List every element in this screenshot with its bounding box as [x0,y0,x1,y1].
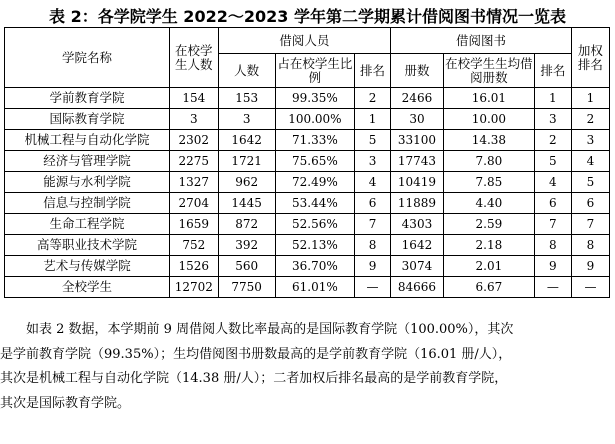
cell-ratio: 99.35% [275,88,354,109]
cell-books: 4303 [391,214,444,235]
cell-students: 752 [169,235,218,256]
cell-wrank: 9 [571,256,609,277]
cell-ratio: 36.70% [275,256,354,277]
cell-count: 1642 [218,130,275,151]
cell-college: 能源与水利学院 [5,172,170,193]
header-students: 在校学生人数 [169,28,218,88]
cell-rank1: 8 [355,235,391,256]
header-books-count: 册数 [391,54,444,88]
header-books-group: 借阅图书 [391,28,572,54]
cell-wrank: 7 [571,214,609,235]
header-books-rank: 排名 [534,54,571,88]
cell-students: 1327 [169,172,218,193]
cell-rank1: 4 [355,172,391,193]
header-borrowers-count: 人数 [218,54,275,88]
cell-avg: 4.40 [443,193,534,214]
cell-students: 2704 [169,193,218,214]
cell-wrank: 4 [571,151,609,172]
cell-rank2: — [534,277,571,298]
borrowing-stats-table [4,27,610,298]
cell-college: 全校学生 [5,277,170,298]
cell-avg: 2.01 [443,256,534,277]
cell-ratio: 53.44% [275,193,354,214]
cell-rank2: 2 [534,130,571,151]
paragraph-line: 其次是国际教育学院。 [0,395,131,411]
cell-college: 生命工程学院 [5,214,170,235]
cell-wrank: 8 [571,235,609,256]
cell-rank1: 5 [355,130,391,151]
header-weighted-rank: 加权排名 [571,28,609,88]
cell-books: 84666 [391,277,444,298]
cell-ratio: 75.65% [275,151,354,172]
cell-rank1: 7 [355,214,391,235]
table-row [5,277,610,298]
header-borrowers-ratio: 占在校学生比例 [275,54,354,88]
cell-ratio: 61.01% [275,277,354,298]
cell-wrank: 5 [571,172,609,193]
cell-wrank: 6 [571,193,609,214]
cell-rank2: 7 [534,214,571,235]
cell-college: 学前教育学院 [5,88,170,109]
cell-students: 2275 [169,151,218,172]
table-row [5,151,610,172]
header-borrowers-group: 借阅人员 [218,28,390,54]
table-row [5,172,610,193]
cell-wrank: — [571,277,609,298]
cell-count: 153 [218,88,275,109]
header-borrowers-rank: 排名 [355,54,391,88]
paragraph-line: 其次是机械工程与自动化学院（14.38 册/人）；二者加权后排名最高的是学前教育学院， [0,371,508,386]
table-row [5,214,610,235]
cell-ratio: 100.00% [275,109,354,130]
paragraph-line: 如表 2 数据，本学期前 9 周借阅人数比率最高的是国际教育学院（100.00%），其次 [0,322,514,337]
cell-students: 1659 [169,214,218,235]
cell-students: 3 [169,109,218,130]
header-books-per-student: 在校学生生均借阅册数 [443,54,534,88]
header-row-1 [5,28,610,54]
cell-books: 2466 [391,88,444,109]
cell-rank2: 1 [534,88,571,109]
table-row [5,130,610,151]
cell-books: 3074 [391,256,444,277]
cell-books: 10419 [391,172,444,193]
table-row [5,256,610,277]
cell-rank2: 5 [534,151,571,172]
cell-count: 1445 [218,193,275,214]
cell-college: 经济与管理学院 [5,151,170,172]
cell-count: 7750 [218,277,275,298]
cell-students: 12702 [169,277,218,298]
cell-rank1: 9 [355,256,391,277]
cell-college: 信息与控制学院 [5,193,170,214]
table-row [5,193,610,214]
table-title: 表 2：各学院学生 2022～2023 学年第二学期累计借阅图书情况一览表 [49,7,566,26]
cell-rank2: 8 [534,235,571,256]
cell-rank1: 2 [355,88,391,109]
cell-avg: 7.80 [443,151,534,172]
cell-wrank: 1 [571,88,609,109]
cell-ratio: 52.13% [275,235,354,256]
cell-rank2: 3 [534,109,571,130]
cell-count: 3 [218,109,275,130]
cell-rank1: — [355,277,391,298]
cell-rank2: 9 [534,256,571,277]
cell-students: 2302 [169,130,218,151]
cell-wrank: 2 [571,109,609,130]
cell-books: 1642 [391,235,444,256]
table-row [5,88,610,109]
cell-students: 1526 [169,256,218,277]
cell-avg: 6.67 [443,277,534,298]
cell-rank2: 4 [534,172,571,193]
cell-books: 30 [391,109,444,130]
cell-rank1: 3 [355,151,391,172]
cell-students: 154 [169,88,218,109]
cell-rank1: 6 [355,193,391,214]
cell-college: 艺术与传媒学院 [5,256,170,277]
cell-rank2: 6 [534,193,571,214]
cell-college: 国际教育学院 [5,109,170,130]
cell-wrank: 3 [571,130,609,151]
cell-avg: 2.18 [443,235,534,256]
table-row [5,109,610,130]
cell-books: 17743 [391,151,444,172]
cell-college: 机械工程与自动化学院 [5,130,170,151]
cell-rank1: 1 [355,109,391,130]
cell-ratio: 52.56% [275,214,354,235]
cell-count: 872 [218,214,275,235]
cell-count: 392 [218,235,275,256]
cell-avg: 7.85 [443,172,534,193]
cell-avg: 2.59 [443,214,534,235]
cell-books: 33100 [391,130,444,151]
header-college: 学院名称 [5,28,170,88]
cell-books: 11889 [391,193,444,214]
cell-count: 1721 [218,151,275,172]
analysis-paragraph [0,318,615,416]
cell-ratio: 72.49% [275,172,354,193]
cell-avg: 16.01 [443,88,534,109]
paragraph-line: 是学前教育学院（99.35%）；生均借阅图书册数最高的是学前教育学院（16.01 册/人）， [0,346,512,362]
cell-count: 962 [218,172,275,193]
cell-ratio: 71.33% [275,130,354,151]
table-row [5,235,610,256]
cell-avg: 10.00 [443,109,534,130]
cell-avg: 14.38 [443,130,534,151]
cell-count: 560 [218,256,275,277]
cell-college: 高等职业技术学院 [5,235,170,256]
